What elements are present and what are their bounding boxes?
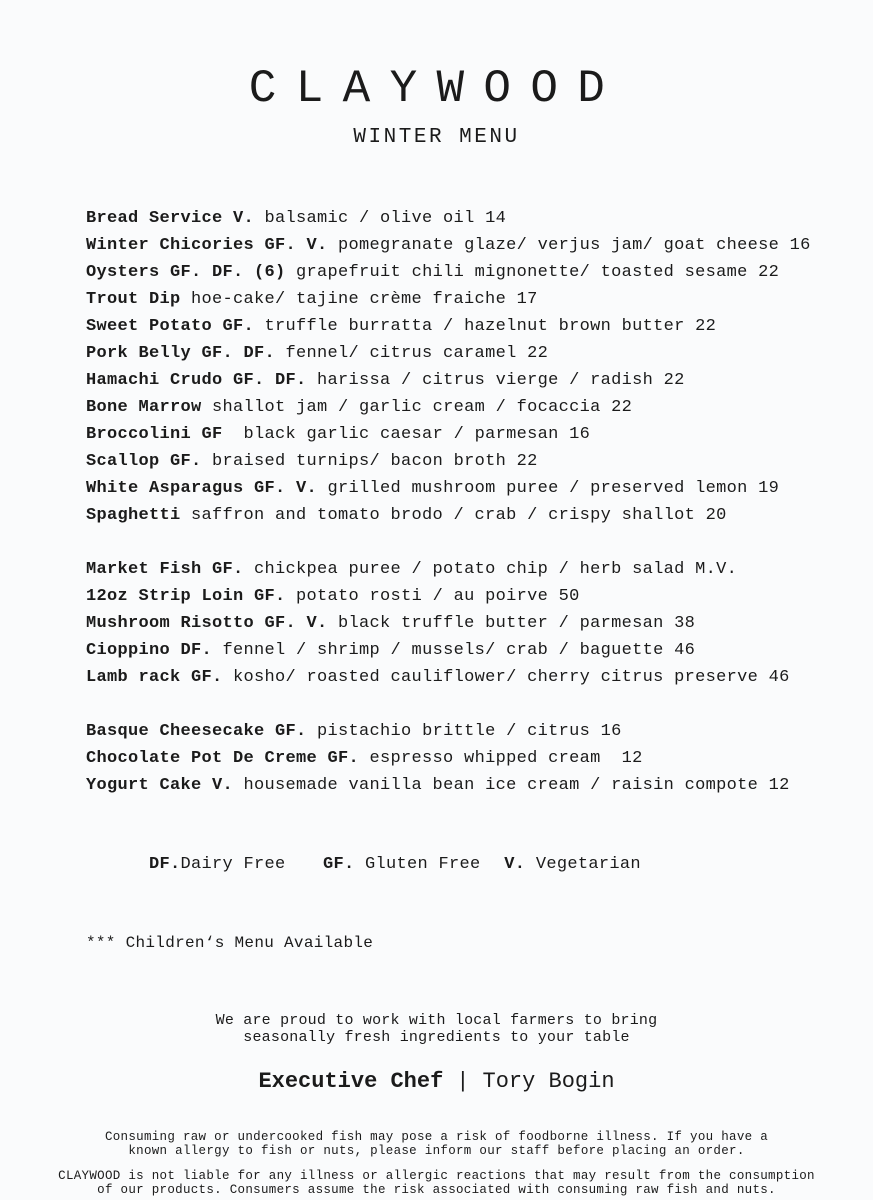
menu-item-desc: saffron and tomato brodo / crab / crispy shallot 20 — [191, 506, 727, 525]
menu-item-desc: espresso whipped cream 12 — [369, 749, 643, 768]
menu-item-name: Scallop GF. — [86, 452, 202, 471]
menu-item — [86, 367, 873, 394]
menu-item — [86, 583, 873, 610]
menu-section-appetizers — [86, 205, 873, 529]
menu-item — [86, 313, 873, 340]
legend-label-vegetarian: Vegetarian — [525, 855, 641, 874]
menu-item — [86, 745, 873, 772]
menu-item-name: Pork Belly GF. DF. — [86, 344, 276, 363]
legend-label-gluten-free: Gluten Free — [354, 855, 481, 874]
menu-item-name: Broccolini GF — [86, 425, 223, 444]
menu-item-desc: grapefruit chili mignonette/ toasted sesame 22 — [296, 263, 780, 282]
menu-subtitle: WINTER MENU — [353, 126, 520, 149]
farm-note-line-2: seasonally fresh ingredients to your table — [243, 1029, 630, 1046]
menu-item-desc: black garlic caesar / parmesan 16 — [233, 425, 591, 444]
menu-item-desc: kosho/ roasted cauliflower/ cherry citrus preserve 46 — [233, 668, 790, 687]
menu-item-desc: braised turnips/ bacon broth 22 — [212, 452, 538, 471]
legend-abbr-gf: GF. — [322, 855, 355, 874]
menu-item — [86, 286, 873, 313]
menu-item — [86, 205, 873, 232]
menu-item-name: Bone Marrow — [86, 398, 202, 417]
menu-item-name: Chocolate Pot De Creme GF. — [86, 749, 360, 768]
menu-item — [86, 232, 873, 259]
menu-item-name: Cioppino DF. — [86, 641, 213, 660]
menu-item-desc: pomegranate glaze/ verjus jam/ goat cheese 16 — [338, 236, 811, 255]
menu-item-name: Mushroom Risotto GF. V. — [86, 614, 328, 633]
legend-abbr-df: DF. — [149, 855, 181, 874]
menu-item — [86, 502, 873, 529]
chef-separator: | — [456, 1069, 470, 1094]
menu-item-name: 12oz Strip Loin GF. — [86, 587, 286, 606]
menu-item-name: Yogurt Cake V. — [86, 776, 234, 795]
menu-item — [86, 556, 873, 583]
legend-label-dairy-free: Dairy Free — [180, 855, 286, 874]
disclaimer-foodborne: Consuming raw or undercooked fish may pose a risk of foodborne illness. If you have a known allergy to fish or nuts, please inform our staff before placing an order. — [104, 1130, 769, 1158]
menu-item — [86, 772, 873, 799]
menu-item-name: White Asparagus GF. V. — [86, 479, 318, 498]
menu-item-desc: fennel/ citrus caramel 22 — [285, 344, 549, 363]
menu-item — [86, 448, 873, 475]
menu-item-name: Oysters GF. DF. (6) — [86, 263, 286, 282]
farm-note-line-1: We are proud to work with local farmers to bring — [215, 1012, 658, 1029]
legend-abbr-v: V. — [504, 855, 526, 874]
menu-item — [86, 664, 873, 691]
menu-item-desc: potato rosti / au poirve 50 — [296, 587, 580, 606]
menu-item-desc: harissa / citrus vierge / radish 22 — [317, 371, 685, 390]
menu-item-name: Hamachi Crudo GF. DF. — [86, 371, 307, 390]
menu-item-desc: black truffle butter / parmesan 38 — [338, 614, 696, 633]
menu-item — [86, 475, 873, 502]
menu-item-desc: balsamic / olive oil 14 — [264, 209, 507, 228]
menu-item-name: Sweet Potato GF. — [86, 317, 255, 336]
menu-item-name: Winter Chicories GF. V. — [86, 236, 328, 255]
menu-item — [86, 259, 873, 286]
menu-item — [86, 718, 873, 745]
disclaimer-liability: CLAYWOOD is not liable for any illness or allergic reactions that may result from the consumption of our products. Consumers assume the risk associated with consuming raw fish and nuts. — [58, 1169, 815, 1197]
menu-item — [86, 610, 873, 637]
menu-item-desc: housemade vanilla bean ice cream / raisin compote 12 — [243, 776, 790, 795]
menu-item-desc: chickpea puree / potato chip / herb salad M.V. — [254, 560, 738, 579]
menu-item-name: Lamb rack GF. — [86, 668, 223, 687]
menu-item-name: Basque Cheesecake GF. — [86, 722, 307, 741]
menu-item-desc: fennel / shrimp / mussels/ crab / baguette 46 — [222, 641, 696, 660]
menu-section-mains — [86, 556, 873, 691]
chef-title: Executive Chef — [258, 1069, 444, 1094]
menu-item — [86, 421, 873, 448]
menu-item-desc: truffle burratta / hazelnut brown butter 22 — [264, 317, 717, 336]
menu-item-desc: hoe-cake/ tajine crème fraiche 17 — [191, 290, 538, 309]
menu-body — [86, 205, 873, 957]
menu-section-desserts — [86, 718, 873, 799]
menu-item-desc: pistachio brittle / citrus 16 — [317, 722, 622, 741]
chef-line — [0, 1068, 873, 1095]
menu-item — [86, 637, 873, 664]
menu-item-name: Spaghetti — [86, 506, 181, 525]
menu-item-desc: grilled mushroom puree / preserved lemon 19 — [327, 479, 780, 498]
menu-item — [86, 340, 873, 367]
menu-item-name: Bread Service V. — [86, 209, 255, 228]
menu-item-name: Trout Dip — [86, 290, 181, 309]
menu-item — [86, 394, 873, 421]
menu-item-desc: shallot jam / garlic cream / focaccia 22 — [212, 398, 633, 417]
menu-item-name: Market Fish GF. — [86, 560, 244, 579]
chef-name: Tory Bogin — [482, 1069, 615, 1094]
farm-note — [0, 1012, 873, 1046]
children-menu-note: *** Children‘s Menu Available — [86, 934, 374, 952]
restaurant-title: CLAYWOOD — [248, 63, 625, 115]
dietary-legend — [86, 824, 873, 905]
